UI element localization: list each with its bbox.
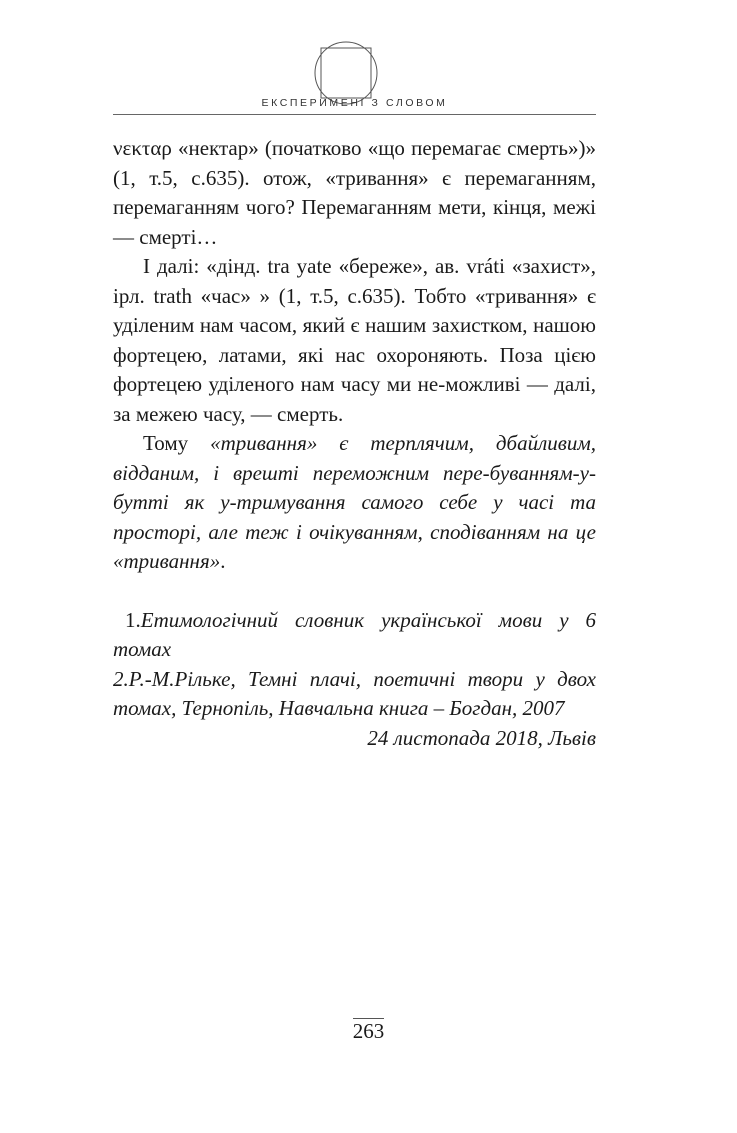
running-head-title: ЕКСПЕРИМЕНІ З СЛОВОМ <box>261 97 448 109</box>
page-number-container <box>0 1018 737 1044</box>
footnote-1-number: 1. <box>125 607 141 632</box>
paragraph-3 <box>113 429 596 577</box>
date-place: 24 листопада 2018, Львів <box>367 725 596 750</box>
footnote-2: 2.Р.-М.Рільке, Темні плачі, поетичні твори у двох томах, Тернопіль, Навчальна книга – Богдан, 2007 <box>113 666 596 720</box>
header-rule <box>113 114 596 115</box>
paragraph-3-end: . <box>220 549 226 573</box>
paragraph-2: І далі: «дінд. tra yate «береже», ав. vráti «захист», ірл. trath «час» » (1, т.5, с.635). Тобто «тривання» є уділеним нам часом, який є нашим захистком, нашою фортецею, латами, які нас охороняють. Поза цією фортецею уділеного нам часу ми не-можливі — далі, за межею часу, — смерть. <box>113 254 596 426</box>
footnote-1 <box>113 606 596 665</box>
main-text <box>113 134 596 753</box>
page-number: 263 <box>352 1019 385 1043</box>
paragraph-3-intro: Тому <box>143 431 189 455</box>
footnote-1-text: Етимологічний словник української мови у 6 томах <box>113 607 596 661</box>
paragraph-3-italic: «тривання» є терплячим, дбайливим, відданим, і врешті переможним пере-буванням-у-бутті як у-тримування самого себе у часі та просторі, але теж і очікуванням, сподіванням на це «тривання» <box>113 431 597 573</box>
paragraph-1: νεκταρ «нектар» (початково «що перемагає смерть»)» (1, т.5, с.635). отож, «тривання» є перемаганням, перемаганням чого? Перемаганням мети, кінця, межі — смерті… <box>113 136 596 249</box>
footnotes <box>113 606 596 724</box>
